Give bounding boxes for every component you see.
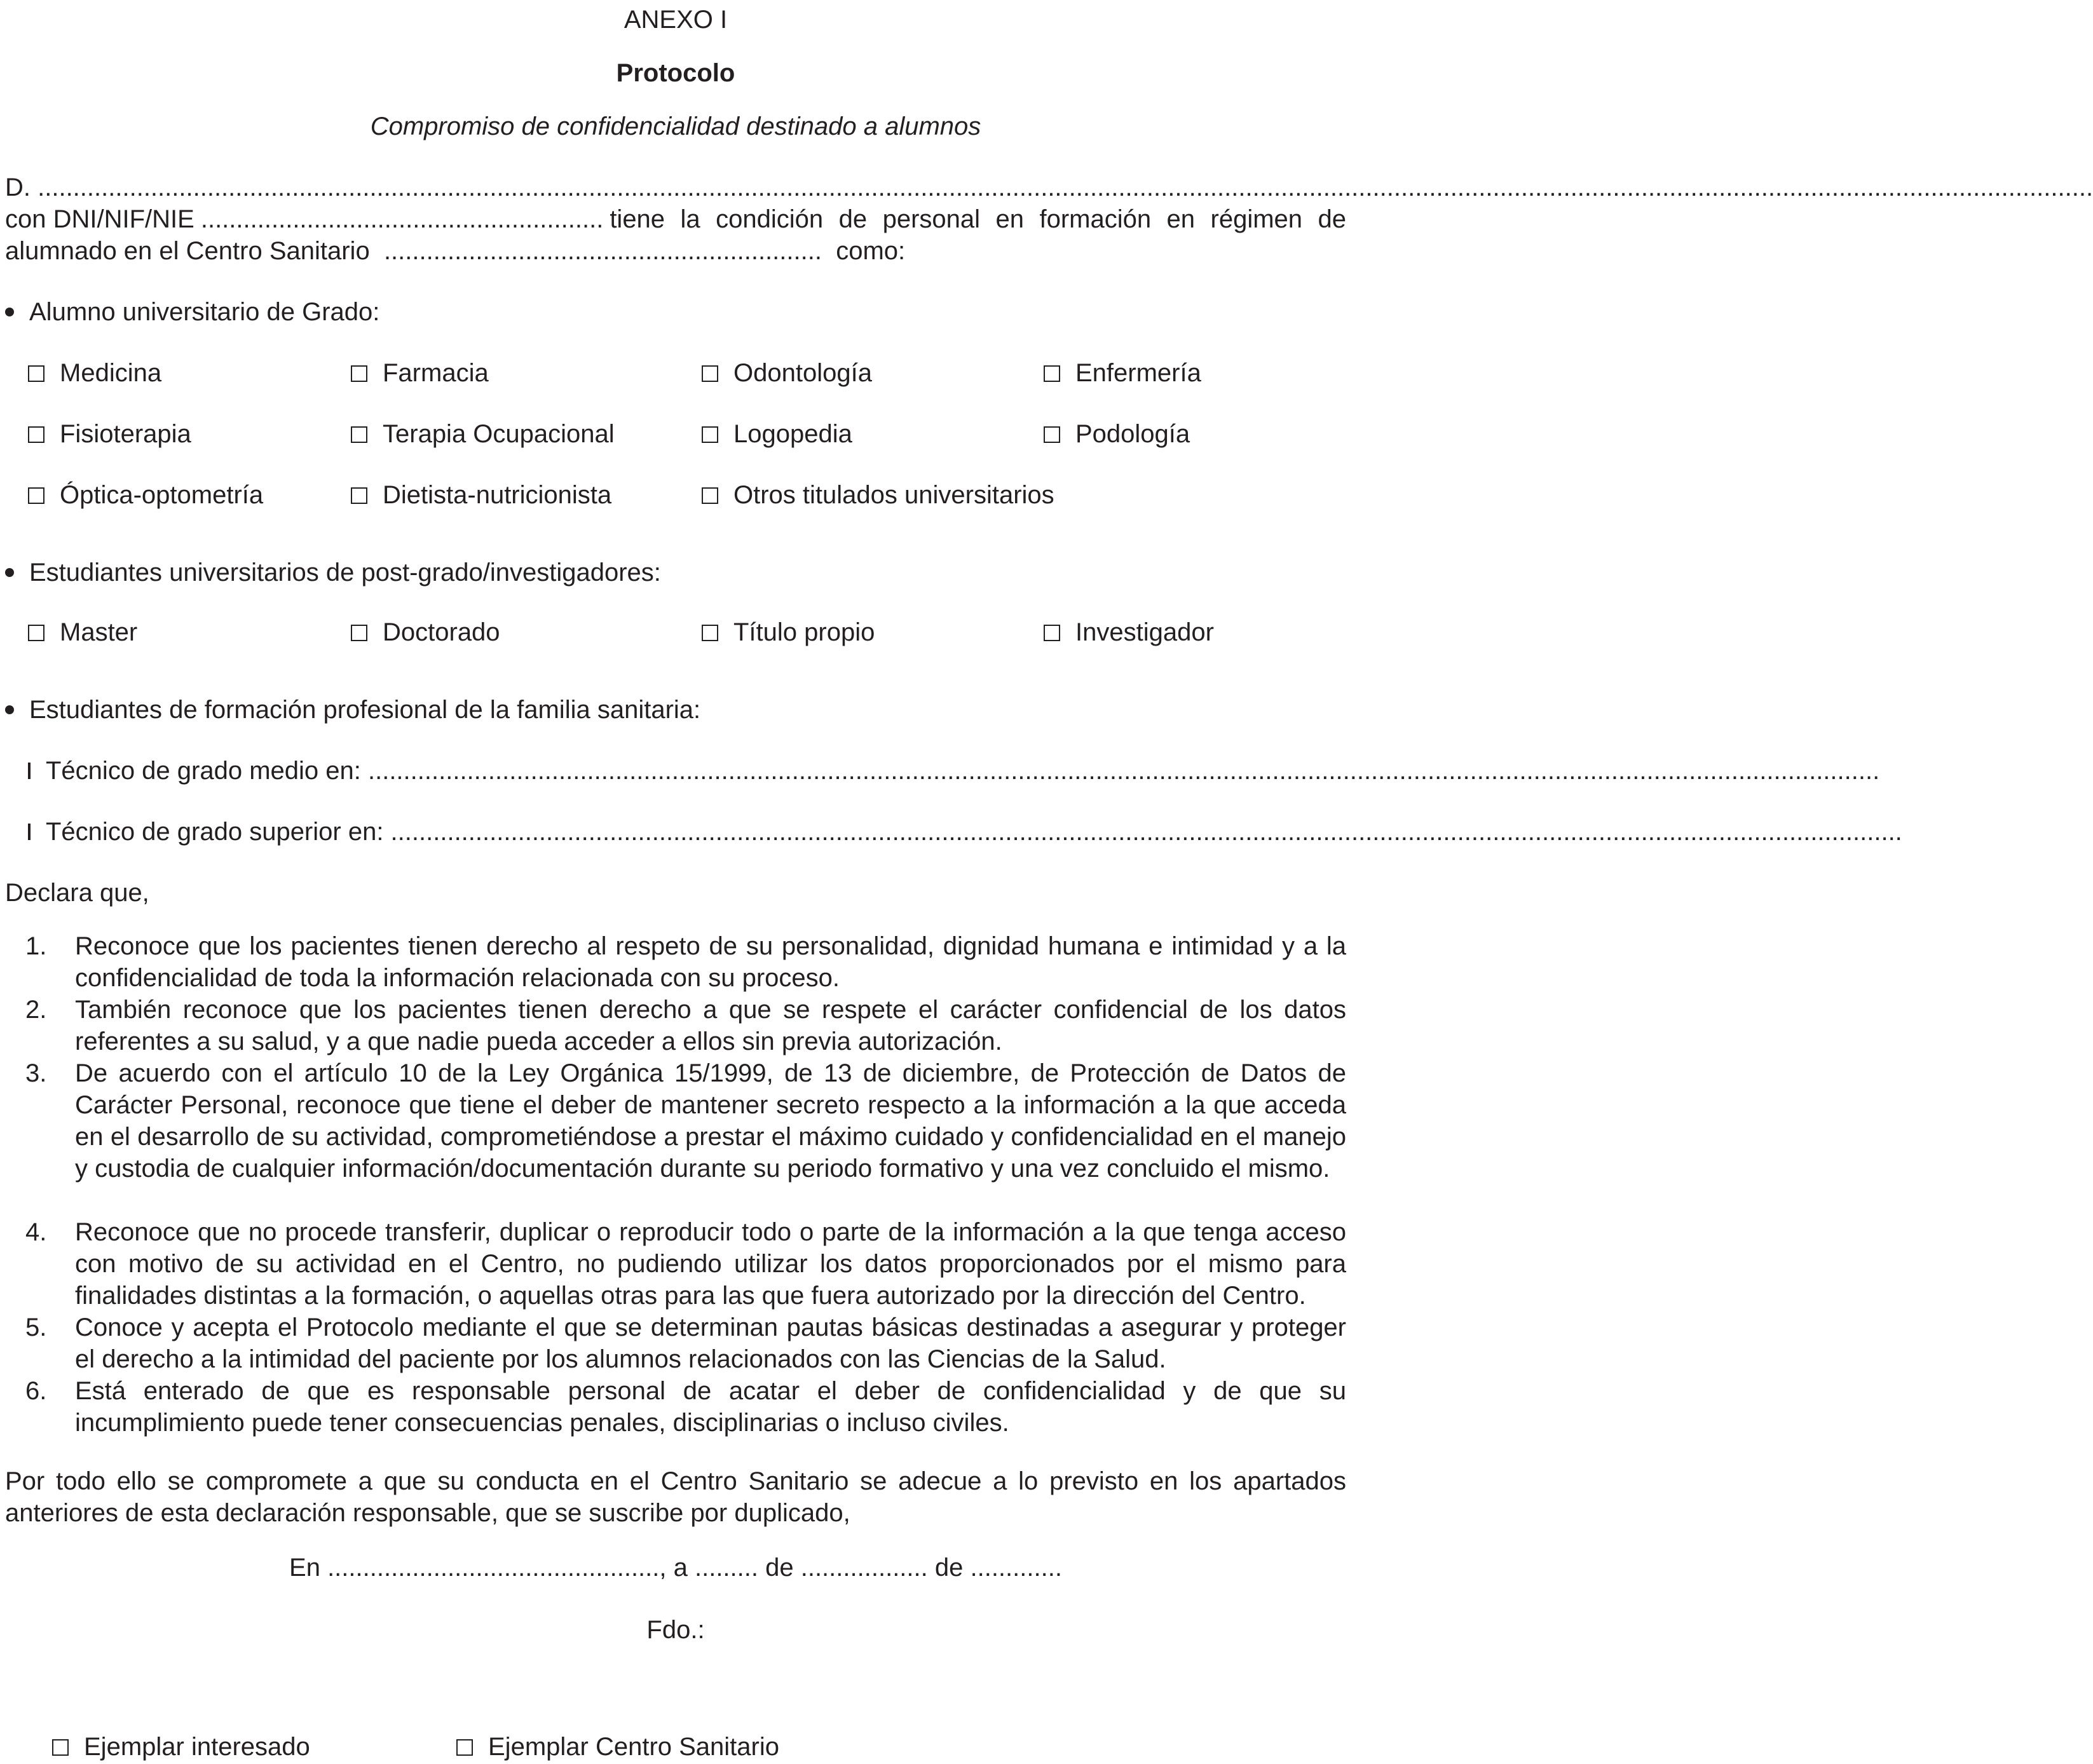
name-line (5, 172, 2093, 203)
dni-field[interactable]: ......................................................... (200, 205, 604, 233)
checkbox-icon[interactable] (1044, 625, 1060, 641)
item-number: 4. (25, 1218, 47, 1246)
item-number: 6. (25, 1377, 47, 1405)
declaration-item: Conoce y acepta el Protocolo mediante el que se determinan pautas básicas destinadas a asegurar y proteger el derecho a la intimidad del paciente por los alumnos relacionados con las Ciencias de la Salud. (75, 1313, 1346, 1373)
bullet-icon (5, 568, 14, 577)
declaration-item: También reconoce que los pacientes tienen derecho a que se respete el carácter confidencial de los datos referentes a su salud, y a que nadie pueda acceder a ellos sin previa autorización. (75, 996, 1346, 1055)
document-title: Protocolo (616, 59, 735, 87)
checkbox-podologia[interactable]: Podología (1044, 418, 1190, 450)
postgrado-heading-text: Estudiantes universitarios de post-grado/investigadores: (29, 559, 661, 587)
item-number: 3. (25, 1059, 47, 1087)
checkbox-icon[interactable] (702, 487, 718, 504)
closing-paragraph: Por todo ello se compromete a que su conducta en el Centro Sanitario se adecue a lo previsto en los apartados anteriores de esta declaración responsable, que se suscribe por duplicado, (5, 1467, 1346, 1527)
declaration-item: Está enterado de que es responsable personal de acatar el deber de confidencialidad y de que su incumplimiento puede tener consecuencias penales, disciplinarias o incluso civiles. (75, 1377, 1346, 1437)
checkbox-doctorado[interactable]: Doctorado (351, 616, 500, 648)
como-text: como: (836, 237, 906, 265)
place-date-line[interactable]: En ..............................................., a ......... de .................. de ............. (289, 1554, 1062, 1582)
bullet-icon (5, 705, 14, 714)
name-label: D. (5, 173, 31, 201)
checkbox-icon[interactable] (1044, 365, 1060, 382)
checkbox-medicina[interactable]: Medicina (28, 357, 161, 389)
checkbox-icon[interactable] (702, 426, 718, 443)
checkbox-tecnico-medio[interactable]: Técnico de grado medio en: ...................................................................................................................................................................................................................... (28, 755, 1346, 787)
checkbox-tecnico-superior[interactable]: Técnico de grado superior en: ...................................................................................................................................................................................................................... (28, 816, 1346, 848)
checkbox-icon[interactable] (351, 487, 367, 504)
dni-label: con DNI/NIF/NIE (5, 205, 194, 233)
checkbox-icon[interactable] (28, 763, 31, 779)
bullet-icon (5, 308, 14, 316)
tecnico-superior-field[interactable]: ...................................................................................................................................................................................................................... (383, 818, 1902, 846)
declaration-item: De acuerdo con el artículo 10 de la Ley Orgánica 15/1999, de 13 de diciembre, de Protección de Datos de Carácter Personal, reconoce que tiene el deber de mantener secreto respecto a la información a la que acceda en el desarrollo de su actividad, comprometiéndose a prestar el máximo cuidado y confidencialidad en el manejo y custodia de cualquier información/documentación durante su periodo formativo y una vez concluido el mismo. (75, 1059, 1346, 1183)
checkbox-master[interactable]: Master (28, 616, 137, 648)
dni-after-text: tiene la condición de personal en formación en régimen de (610, 205, 1346, 233)
checkbox-icon[interactable] (702, 365, 718, 382)
checkbox-icon[interactable] (456, 1739, 473, 1756)
annex-label: ANEXO I (624, 6, 728, 34)
checkbox-icon[interactable] (28, 426, 44, 443)
checkbox-icon[interactable] (52, 1739, 69, 1756)
checkbox-investigador[interactable]: Investigador (1044, 616, 1214, 648)
declaration-item: Reconoce que los pacientes tienen derecho al respeto de su personalidad, dignidad humana e intimidad y a la confidencialidad de toda la información relacionada con su proceso. (75, 932, 1346, 992)
document-subtitle: Compromiso de confidencialidad destinado a alumnos (370, 112, 981, 140)
checkbox-terapia-ocupacional[interactable]: Terapia Ocupacional (351, 418, 615, 450)
checkbox-icon[interactable] (28, 625, 44, 641)
postgrado-heading (5, 557, 661, 588)
declaration-item: Reconoce que no procede transferir, duplicar o reproducir todo o parte de la información a la que tenga acceso con motivo de su actividad en el Centro, no pudiendo utilizar los datos proporcionados por el mismo para finalidades distintas a la formación, o aquellas otras para las que fuera autorizado por la dirección del Centro. (75, 1218, 1346, 1310)
checkbox-icon[interactable] (351, 365, 367, 382)
checkbox-ejemplar-interesado[interactable]: Ejemplar interesado (52, 1731, 310, 1763)
tecnico-medio-field[interactable]: ...................................................................................................................................................................................................................... (360, 757, 1880, 785)
grado-heading-text: Alumno universitario de Grado: (29, 298, 380, 326)
declara-intro: Declara que, (5, 879, 149, 907)
checkbox-enfermeria[interactable]: Enfermería (1044, 357, 1201, 389)
signature-label: Fdo.: (646, 1616, 705, 1644)
item-number: 1. (25, 932, 47, 960)
item-number: 5. (25, 1313, 47, 1341)
centro-line (5, 235, 1346, 267)
checkbox-titulo-propio[interactable]: Título propio (702, 616, 875, 648)
checkbox-icon[interactable] (28, 487, 44, 504)
centro-field[interactable]: .............................................................. (376, 237, 829, 265)
checkbox-odontologia[interactable]: Odontología (702, 357, 872, 389)
checkbox-fisioterapia[interactable]: Fisioterapia (28, 418, 191, 450)
grado-heading (5, 296, 379, 328)
fp-heading-text: Estudiantes de formación profesional de la familia sanitaria: (29, 696, 701, 724)
dni-line (5, 203, 1346, 235)
checkbox-farmacia[interactable]: Farmacia (351, 357, 489, 389)
name-field[interactable]: ................................................................................................................................................................................................................................................................................................... (31, 173, 2093, 201)
checkbox-optica[interactable]: Óptica-optometría (28, 479, 263, 511)
checkbox-icon[interactable] (28, 365, 44, 382)
checkbox-otros[interactable]: Otros titulados universitarios (702, 479, 1054, 511)
checkbox-icon[interactable] (351, 625, 367, 641)
checkbox-icon[interactable] (1044, 426, 1060, 443)
fp-heading (5, 694, 700, 726)
centro-label: alumnado en el Centro Sanitario (5, 237, 370, 265)
item-number: 2. (25, 996, 47, 1024)
checkbox-ejemplar-centro[interactable]: Ejemplar Centro Sanitario (456, 1731, 779, 1763)
checkbox-logopedia[interactable]: Logopedia (702, 418, 852, 450)
checkbox-icon[interactable] (28, 824, 31, 840)
checkbox-dietista[interactable]: Dietista-nutricionista (351, 479, 611, 511)
checkbox-icon[interactable] (351, 426, 367, 443)
checkbox-icon[interactable] (702, 625, 718, 641)
